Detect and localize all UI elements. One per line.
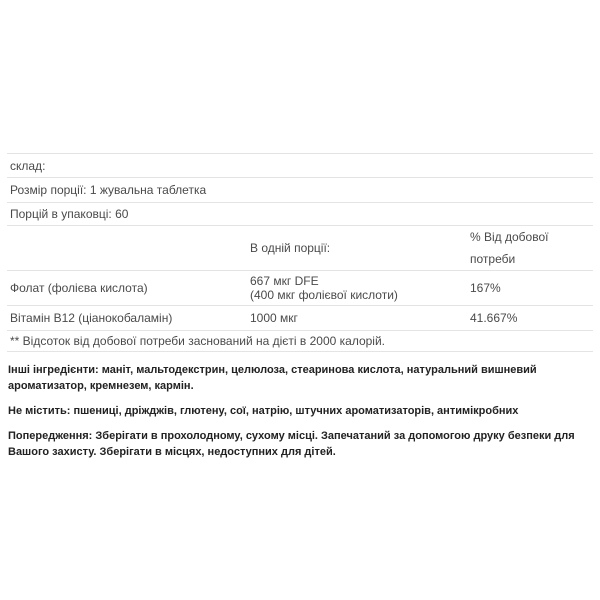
nutrient-amount xyxy=(250,311,470,325)
other-ingredients-text: Інші інгредієнти: маніт, мальтодекстрин, целюлоза, стеаринова кислота, натуральний вишневий ароматизатор, кремнезем, кармін. xyxy=(8,364,537,392)
nutrient-daily-value: 167% xyxy=(470,281,501,295)
nutrient-name: Вітамін B12 (ціанокобаламін) xyxy=(10,311,173,325)
daily-value-footnote-text: ** Відсоток від добової потреби заснований на дієті в 2000 калорій. xyxy=(10,334,386,348)
header-daily-value: % Від добової потреби xyxy=(470,230,549,266)
nutrient-daily-value: 41.667% xyxy=(470,311,518,325)
composition-label: склад: xyxy=(10,158,46,173)
nutrient-amount-main: 1000 мкг xyxy=(250,311,298,325)
free-of-text: Не містить: пшениці, дріжджів, глютену, сої, натрію, штучних ароматизаторів, антимікробних xyxy=(8,405,519,417)
servings-per-container-text: Порцій в упаковці: 60 xyxy=(10,207,129,221)
product-details-section xyxy=(8,362,592,460)
nutrient-amount-note: (400 мкг фолієвої кислоти) xyxy=(250,288,398,302)
nutrient-amount xyxy=(250,274,470,302)
table-header-row xyxy=(7,225,593,270)
composition-row xyxy=(7,153,593,177)
table-row xyxy=(7,305,593,330)
servings-per-container-row xyxy=(7,202,593,225)
serving-size-text: Розмір порції: 1 жувальна таблетка xyxy=(10,183,207,197)
nutrient-name: Фолат (фолієва кислота) xyxy=(10,281,148,295)
header-amount-per-serving: В одній порції: xyxy=(250,241,331,255)
table-row xyxy=(7,270,593,305)
nutrient-amount-main: 667 мкг DFE xyxy=(250,274,319,288)
daily-value-footnote xyxy=(7,330,593,352)
serving-size-row xyxy=(7,177,593,202)
supplement-facts-panel xyxy=(7,153,593,352)
warnings-text: Попередження: Зберігати в прохолодному, сухому місці. Запечатаний за допомогою друку безпеки для Вашого захисту. Зберігати в місцях, недоступних для дітей. xyxy=(8,430,575,458)
